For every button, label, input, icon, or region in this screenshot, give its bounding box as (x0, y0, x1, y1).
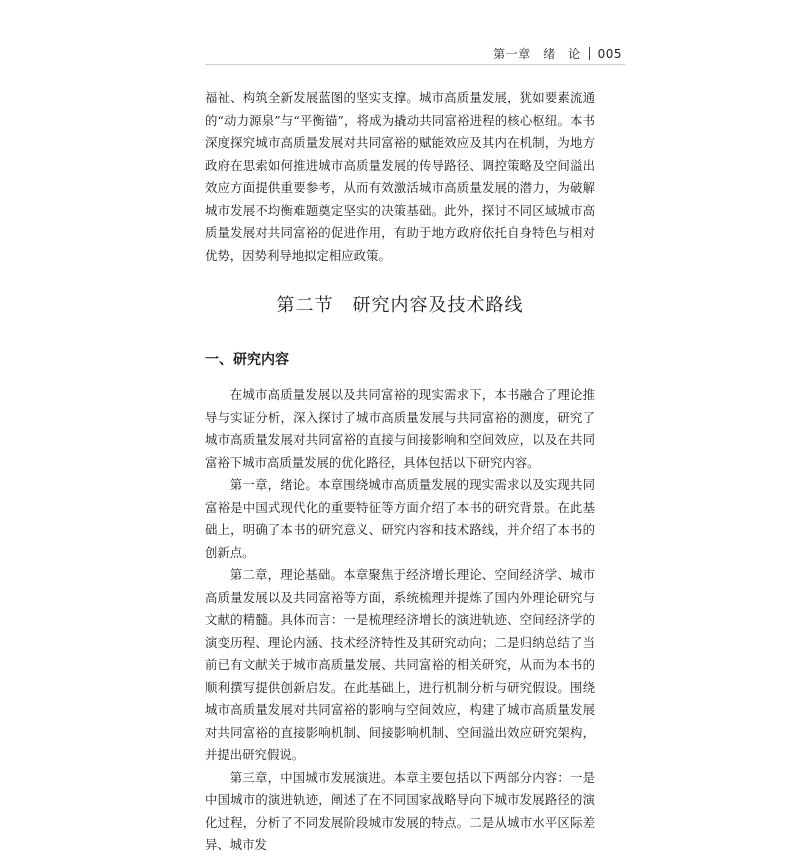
continued-paragraph: 福祉、构筑全新发展蓝图的坚实支撑。城市高质量发展，犹如要素流通的“动力源泉”与“平衡锚”，将成为撬动共同富裕进程的核心枢纽。本书深度探究城市高质量发展对共同富裕的赋能效应及其内在机制，为地方政府在思索如何推进城市高质量发展的传导路径、调控策略及空间溢出效应方面提供重要参考，从而有效激活城市高质量发展的潜力，为破解城市发展不均衡难题奠定坚实的决策基础。此外，探讨不同区域城市高质量发展对共同富裕的促进作用，有助于地方政府依托自身特色与相对优势，因势利导地拟定相应政策。 (205, 90, 595, 263)
subsection-title: 一、研究内容 (205, 351, 289, 368)
page-number: 005 (597, 47, 622, 61)
body-paragraph: 在城市高质量发展以及共同富裕的现实需求下，本书融合了理论推导与实证分析，深入探讨了城市高质量发展与共同富裕的测度，研究了城市高质量发展对共同富裕的直接与间接影响和空间效应，以及在共同富裕下城市高质量发展的优化路径，具体包括以下研究内容。 (205, 387, 595, 470)
header-rule (205, 64, 625, 65)
header-divider (589, 47, 590, 60)
body-paragraph: 第三章，中国城市发展演进。本章主要包括以下两部分内容：一是中国城市的演进轨迹，阐述了在不同国家战略导向下城市发展路径的演化过程，分析了不同发展阶段城市发展的特点。二是从城市水平区际差异、城市发 (205, 769, 595, 852)
running-head (493, 45, 622, 62)
page-body (205, 87, 595, 857)
chapter-title: 第一章 绪 论 (493, 47, 581, 61)
body-paragraph: 第二章，理论基础。本章聚焦于经济增长理论、空间经济学、城市高质量发展以及共同富裕等方面，系统梳理并提炼了国内外理论研究与文献的精髓。具体而言：一是梳理经济增长的演进轨迹、空间经济学的演变历程、理论内涵、技术经济特性及其研究动向；二是归纳总结了当前已有文献关于城市高质量发展、共同富裕的相关研究，从而为本书的顺利撰写提供创新启发。在此基础上，进行机制分析与研究假设。围绕城市高质量发展对共同富裕的影响与空间效应，构建了城市高质量发展对共同富裕的直接影响机制、间接影响机制、空间溢出效应研究架构，并提出研究假说。 (205, 567, 595, 762)
section-title: 第二节 研究内容及技术路线 (276, 295, 524, 316)
body-paragraph: 第一章，绪论。本章围绕城市高质量发展的现实需求以及实现共同富裕是中国式现代化的重要特征等方面介绍了本书的研究背景。在此基础上，明确了本书的研究意义、研究内容和技术路线，并介绍了本书的创新点。 (205, 477, 595, 560)
